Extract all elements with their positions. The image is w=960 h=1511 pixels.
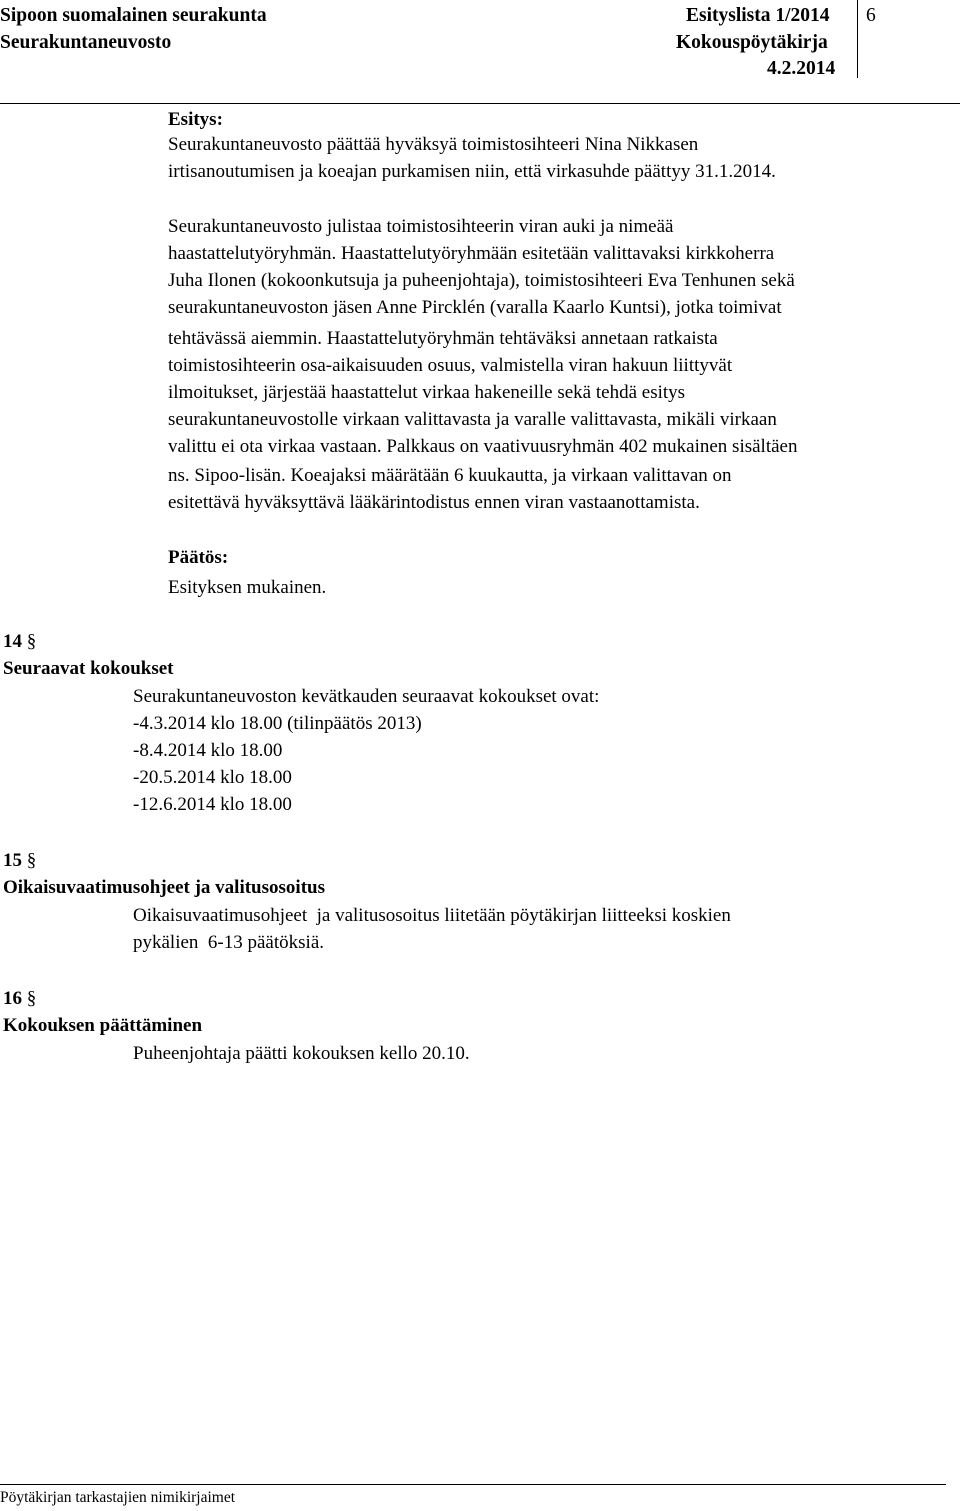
section-15-line: Oikaisuvaatimusohjeet ja valitusosoitus liitetään pöytäkirjan liitteeksi koskien	[133, 905, 731, 926]
section-16-number: 16	[3, 988, 22, 1009]
proposal-line: ilmoitukset, järjestää haastattelut virkaa hakeneille sekä tehdä esitys	[168, 382, 686, 403]
section-16-line: Puheenjohtaja päätti kokouksen kello 20.10.	[133, 1043, 470, 1064]
proposal-line: valittu ei ota virkaa vastaan. Palkkaus on vaativuusryhmän 402 mukainen sisältäen	[168, 436, 798, 457]
proposal-line: Seurakuntaneuvosto päättää hyväksyä toimistosihteeri Nina Nikkasen	[168, 134, 699, 155]
page-number: 6	[866, 5, 876, 26]
proposal-line: Seurakuntaneuvosto julistaa toimistosihteerin viran auki ja nimeää	[168, 216, 674, 237]
section-14-number: 14	[3, 631, 22, 652]
header-date: 4.2.2014	[767, 58, 836, 79]
section-14-title: Seuraavat kokoukset	[3, 658, 174, 679]
section-mark: §	[26, 988, 37, 1009]
header-org: Sipoon suomalainen seurakunta	[0, 5, 267, 26]
section-14-line: Seurakuntaneuvoston kevätkauden seuraavat kokoukset ovat:	[133, 686, 600, 707]
footer-text: Pöytäkirjan tarkastajien nimikirjaimet	[0, 1489, 236, 1506]
proposal-line: toimistosihteerin osa-aikaisuuden osuus, valmistella viran hakuun liittyvät	[168, 355, 733, 376]
section-14-line: -20.5.2014 klo 18.00	[133, 767, 292, 788]
proposal-line: haastattelutyöryhmän. Haastattelutyöryhmään esitetään valittavaksi kirkkoherra	[168, 243, 775, 264]
section-14-line: -8.4.2014 klo 18.00	[133, 740, 283, 761]
section-number	[3, 987, 36, 1010]
proposal-line: tehtävässä aiemmin. Haastattelutyöryhmän tehtäväksi annetaan ratkaista	[168, 328, 718, 349]
proposal-line: ns. Sipoo-lisän. Koeajaksi määrätään 6 kuukautta, ja virkaan valittavan on	[168, 465, 732, 486]
section-16-title: Kokouksen päättäminen	[3, 1015, 203, 1036]
section-14-line: -4.3.2014 klo 18.00 (tilinpäätös 2013)	[133, 713, 422, 734]
section-14-line: -12.6.2014 klo 18.00	[133, 794, 292, 815]
footer-rule	[0, 1484, 946, 1485]
proposal-line: seurakuntaneuvoston jäsen Anne Pircklén (varalla Kaarlo Kuntsi), jotka toimivat	[168, 297, 782, 318]
proposal-heading: Esitys:	[168, 109, 223, 130]
header-divider	[857, 0, 858, 78]
proposal-line: Juha Ilonen (kokoonkutsuja ja puheenjohtaja), toimistosihteeri Eva Tenhunen sekä	[168, 270, 795, 291]
decision-heading: Päätös:	[168, 547, 229, 568]
section-mark: §	[26, 850, 37, 871]
decision-text: Esityksen mukainen.	[168, 577, 327, 598]
header-rule	[0, 103, 960, 104]
section-number	[3, 630, 36, 653]
section-mark: §	[26, 631, 37, 652]
proposal-line: seurakuntaneuvostolle virkaan valittavasta ja varalle valittavasta, mikäli virkaan	[168, 409, 777, 430]
header-body: Seurakuntaneuvosto	[0, 32, 172, 53]
proposal-line: irtisanoutumisen ja koeajan purkamisen niin, että virkasuhde päättyy 31.1.2014.	[168, 161, 776, 182]
section-15-title: Oikaisuvaatimusohjeet ja valitusosoitus	[3, 877, 325, 898]
section-15-line: pykälien 6-13 päätöksiä.	[133, 932, 325, 953]
proposal-line: esitettävä hyväksyttävä lääkärintodistus ennen viran vastaanottamista.	[168, 492, 700, 513]
section-15-number: 15	[3, 850, 22, 871]
section-number	[3, 849, 36, 872]
header-agenda: Esityslista 1/2014	[686, 5, 830, 26]
header-minutes: Kokouspöytäkirja	[676, 32, 828, 53]
